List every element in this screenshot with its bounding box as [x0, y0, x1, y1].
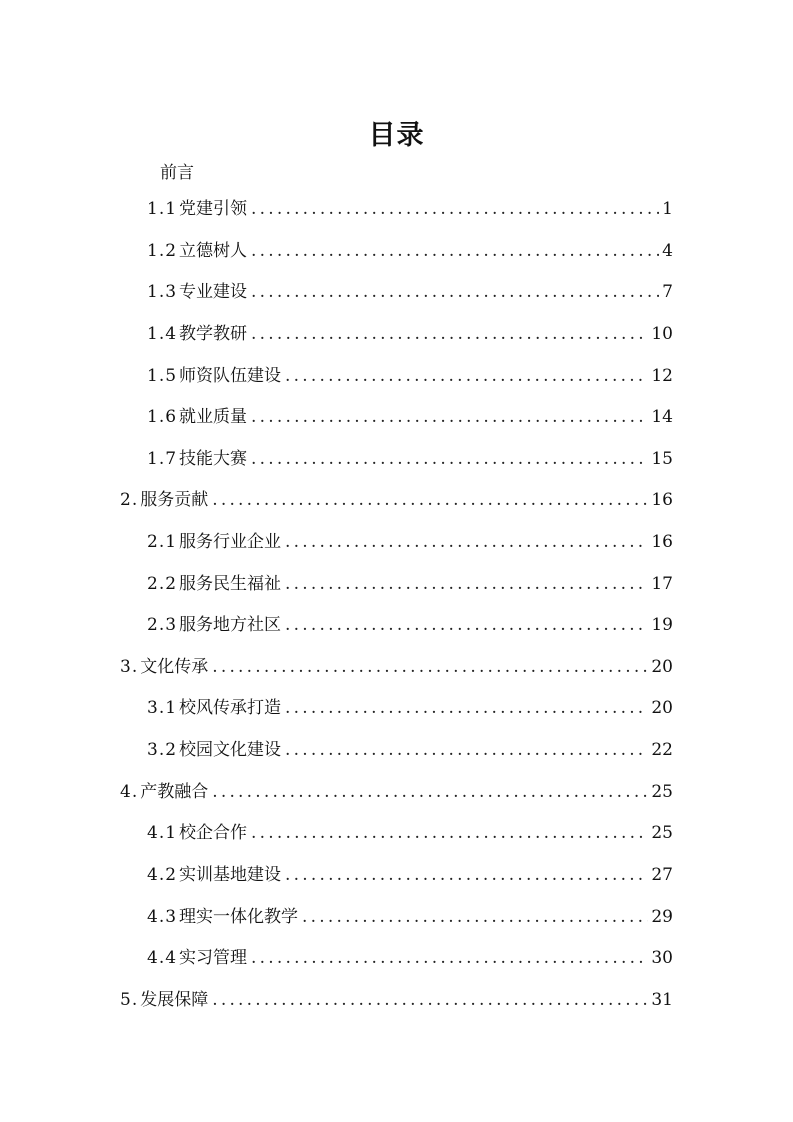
toc-entry-number: 3. — [120, 657, 139, 677]
toc-entry-number: 1.5 — [147, 366, 178, 386]
toc-entry-label: 师资队伍建设 — [179, 366, 282, 386]
toc-entry-1-5[interactable] — [147, 363, 673, 389]
toc-leader-dots — [251, 820, 648, 846]
toc-entry-3[interactable] — [120, 654, 673, 680]
toc-entry-page: 29 — [651, 907, 673, 927]
toc-entry-number: 3.2 — [147, 740, 178, 760]
toc-entry-number: 1.1 — [147, 199, 178, 219]
toc-entry-page: 31 — [651, 990, 673, 1010]
toc-leader-dots — [285, 571, 648, 597]
toc-entry-1-2[interactable] — [147, 238, 673, 264]
toc-entry-4-2[interactable] — [147, 862, 673, 888]
toc-entry-1-6[interactable] — [147, 404, 673, 430]
page-title: 目录 — [368, 120, 425, 151]
toc-entry-label: 校风传承打造 — [179, 698, 282, 718]
toc-entry-number: 2. — [120, 490, 139, 510]
toc-entry-1-1[interactable] — [147, 196, 673, 222]
toc-entry-2[interactable] — [120, 487, 673, 513]
toc-entry-4[interactable] — [120, 779, 673, 805]
toc-entry-label: 实习管理 — [179, 948, 248, 968]
toc-entry-page: 10 — [651, 324, 673, 344]
toc-entry-label: 理实一体化教学 — [179, 907, 299, 927]
toc-leader-dots — [285, 737, 648, 763]
toc-leader-dots — [285, 363, 648, 389]
toc-leader-dots — [285, 695, 648, 721]
toc-entry-page: 25 — [651, 782, 673, 802]
toc-leader-dots — [251, 321, 648, 347]
toc-entry-number: 3.1 — [147, 698, 178, 718]
toc-entry-1-3[interactable] — [147, 279, 673, 305]
toc-entry-page: 25 — [651, 823, 673, 843]
toc-entry-number: 1.2 — [147, 241, 178, 261]
toc-entry-page: 19 — [651, 615, 673, 635]
toc-entry-3-1[interactable] — [147, 695, 673, 721]
toc-leader-dots — [212, 654, 648, 680]
toc-leader-dots — [251, 446, 648, 472]
toc-leader-dots — [251, 945, 648, 971]
toc-entry-4-4[interactable] — [147, 945, 673, 971]
toc-entry-label: 技能大赛 — [179, 449, 248, 469]
toc-leader-dots — [212, 987, 648, 1013]
toc-leader-dots — [285, 862, 648, 888]
toc-entry-2-1[interactable] — [147, 529, 673, 555]
toc-entry-number: 2.2 — [147, 574, 178, 594]
toc-entry-number: 1.4 — [147, 324, 178, 344]
toc-entry-number: 2.3 — [147, 615, 178, 635]
toc-leader-dots — [302, 904, 648, 930]
toc-leader-dots — [251, 279, 659, 305]
toc-entry-page: 15 — [651, 449, 673, 469]
toc-entry-page: 16 — [651, 490, 673, 510]
toc-entry-number: 1.3 — [147, 282, 178, 302]
toc-entry-label: 校园文化建设 — [179, 740, 282, 760]
toc-leader-dots — [251, 196, 659, 222]
toc-entry-2-2[interactable] — [147, 571, 673, 597]
toc-entry-1-7[interactable] — [147, 446, 673, 472]
toc-entry-2-3[interactable] — [147, 612, 673, 638]
toc-leader-dots — [251, 404, 648, 430]
toc-entry-page: 14 — [651, 407, 673, 427]
toc-entry-label: 文化传承 — [140, 657, 209, 677]
toc-leader-dots — [285, 529, 648, 555]
toc-entry-number: 2.1 — [147, 532, 178, 552]
toc-entry-page: 12 — [651, 366, 673, 386]
toc-entry-label: 服务民生福祉 — [179, 574, 282, 594]
toc-entry-label: 实训基地建设 — [179, 865, 282, 885]
toc-entry-number: 1.6 — [147, 407, 178, 427]
toc-entry-page: 22 — [651, 740, 673, 760]
toc-entry-3-2[interactable] — [147, 737, 673, 763]
toc-entry-page: 20 — [651, 657, 673, 677]
toc-entry-label: 党建引领 — [179, 199, 248, 219]
toc-leader-dots — [212, 779, 648, 805]
toc-entry-page: 30 — [651, 948, 673, 968]
toc-entry-label: 发展保障 — [140, 990, 209, 1010]
toc-entry-page: 4 — [662, 241, 673, 261]
toc-entry-label: 立德树人 — [179, 241, 248, 261]
toc-entry-number: 5. — [120, 990, 139, 1010]
toc-entry-label: 校企合作 — [179, 823, 248, 843]
toc-entry-5[interactable] — [120, 987, 673, 1013]
toc-entry-4-1[interactable] — [147, 820, 673, 846]
toc-entry-number: 4.2 — [147, 865, 178, 885]
toc-entry-label: 服务行业企业 — [179, 532, 282, 552]
toc-entry-4-3[interactable] — [147, 904, 673, 930]
toc-entry-page: 1 — [662, 199, 673, 219]
toc-entry-label: 就业质量 — [179, 407, 248, 427]
toc-leader-dots — [251, 238, 659, 264]
toc-entry-number: 1.7 — [147, 449, 178, 469]
toc-entry-1-4[interactable] — [147, 321, 673, 347]
toc-entry-label: 教学教研 — [179, 324, 248, 344]
toc-entry-label: 服务贡献 — [140, 490, 209, 510]
toc-entry-number: 4.4 — [147, 948, 178, 968]
toc-entry-page: 7 — [662, 282, 673, 302]
toc-entry-label: 产教融合 — [140, 782, 209, 802]
toc-entry-number: 4.1 — [147, 823, 178, 843]
toc-entry-label: 专业建设 — [179, 282, 248, 302]
toc-entry-page: 20 — [651, 698, 673, 718]
toc-entry-number: 4.3 — [147, 907, 178, 927]
toc-entry-page: 17 — [651, 574, 673, 594]
toc-entry-page: 27 — [651, 865, 673, 885]
toc-entry-label: 服务地方社区 — [179, 615, 282, 635]
preface-entry[interactable]: 前言 — [160, 163, 194, 183]
toc-leader-dots — [212, 487, 648, 513]
toc-entry-number: 4. — [120, 782, 139, 802]
toc-leader-dots — [285, 612, 648, 638]
toc-entry-page: 16 — [651, 532, 673, 552]
